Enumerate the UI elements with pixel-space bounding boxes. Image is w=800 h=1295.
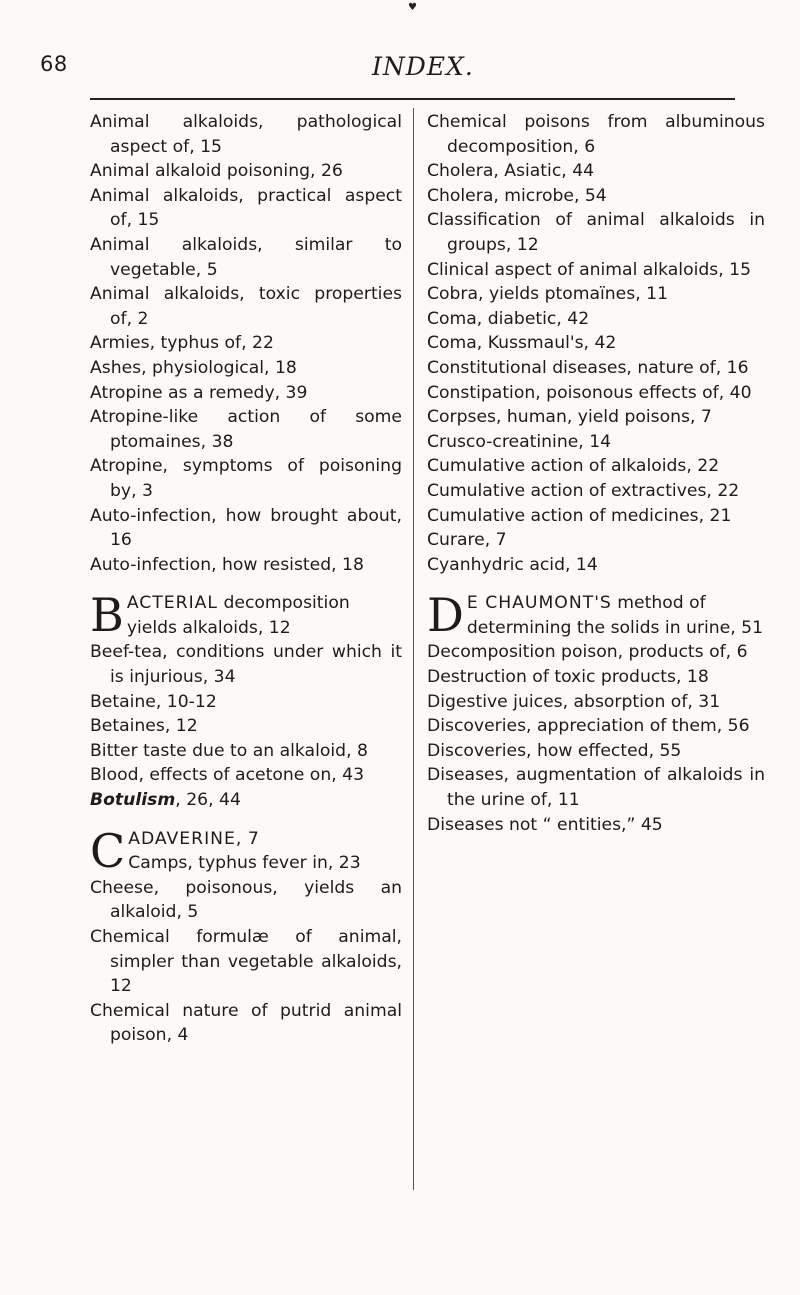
index-entry: Diseases, augmentation of alkaloids in the urine of, 11 [427, 765, 765, 811]
index-entry: Digestive juices, absorption of, 31 [427, 691, 721, 712]
index-entry: Cheese, poisonous, yields an alkaloid, 5 [90, 877, 402, 923]
index-entry: Discoveries, how effected, 55 [427, 740, 682, 761]
index-entry: Atropine, symptoms of poisoning by, 3 [90, 456, 402, 501]
index-entry-italic [90, 788, 402, 813]
section-b-first-entry [90, 588, 402, 643]
index-entry: Discoveries, appreciation of them, 56 [427, 716, 750, 737]
column-divider [413, 108, 414, 1190]
entry-text: method of determining the solids in urine, 51 [466, 593, 764, 638]
index-entry: Betaine, 10-12 [90, 691, 217, 712]
index-entry: Bitter taste due to an alkaloid, 8 [90, 740, 368, 761]
section-c-continued [427, 110, 765, 577]
section-d [427, 588, 765, 837]
drop-cap-c: C [90, 823, 126, 878]
index-entry: Diseases not “ entities,” 45 [427, 814, 663, 835]
index-entry: Auto-infection, how resisted, 18 [90, 554, 364, 575]
entry-text: , 26, 44 [175, 790, 241, 811]
index-entry: Decomposition poison, products of, 6 [427, 642, 748, 663]
index-entry: Cumulative action of alkaloids, 22 [427, 456, 720, 477]
index-entry: Curare, 7 [427, 530, 507, 551]
index-entry: Blood, effects of acetone on, 43 [90, 765, 365, 786]
section-d-first-entry [427, 588, 765, 643]
index-entry: Camps, typhus fever in, 23 [128, 853, 361, 874]
index-entry: Cholera, microbe, 54 [427, 185, 607, 206]
page-header [0, 0, 800, 100]
index-entry: Atropine as a remedy, 39 [90, 382, 308, 403]
index-entry: Armies, typhus of, 22 [90, 333, 274, 354]
index-entry: Constipation, poisonous effects of, 40 [427, 382, 752, 403]
index-entry: Coma, Kussmaul's, 42 [427, 333, 617, 354]
index-entry: Constitutional diseases, nature of, 16 [427, 357, 749, 378]
page-number: 68 [40, 52, 68, 76]
small-caps-word: E CHAUMONT'S [466, 593, 612, 614]
index-entry: Auto-infection, how brought about, 16 [90, 505, 402, 551]
index-entry: Animal alkaloids, similar to vegetable, 5 [90, 234, 402, 280]
index-entry: Destruction of toxic products, 18 [427, 667, 709, 688]
small-caps-word: ADAVERINE, [128, 828, 243, 849]
index-entry: Cobra, yields ptomaïnes, 11 [427, 284, 669, 305]
index-entry: Clinical aspect of animal alkaloids, 15 [427, 259, 752, 280]
index-entry: Ashes, physiological, 18 [90, 357, 297, 378]
running-title: INDEX. [372, 52, 474, 81]
index-entry: Animal alkaloids, practical aspect of, 15 [90, 185, 402, 231]
index-entry: Betaines, 12 [90, 716, 198, 737]
index-entry: Coma, diabetic, 42 [427, 308, 590, 329]
top-mark: ♥ [408, 2, 417, 13]
drop-cap-d: D [427, 588, 464, 643]
index-entry: Corpses, human, yield poisons, 7 [427, 407, 712, 428]
section-a [90, 110, 402, 577]
index-entry: Classification of animal alkaloids in groups, 12 [427, 210, 765, 255]
header-rule [90, 98, 735, 100]
index-entry: Atropine-like action of some ptomaines, 38 [90, 407, 402, 452]
italic-term: Botulism [90, 790, 176, 811]
index-entry: Chemical nature of putrid animal poison, 4 [90, 1000, 402, 1046]
right-column [427, 110, 765, 837]
drop-cap-b: B [90, 588, 124, 643]
index-entry: Chemical formulæ of animal, simpler than vegetable alkaloids, 12 [90, 927, 402, 997]
section-b [90, 588, 402, 812]
entry-text: 7 [247, 828, 259, 849]
entry-text: decomposition yields alkaloids, 12 [126, 593, 350, 638]
index-entry: Chemical poisons from albuminous decomposition, 6 [427, 112, 765, 157]
index-entry: Animal alkaloids, toxic properties of, 2 [90, 284, 402, 329]
index-entry: Crusco-creatinine, 14 [427, 431, 612, 452]
index-entry: Beef-tea, conditions under which it is injurious, 34 [90, 642, 402, 688]
index-entry: Cyanhydric acid, 14 [427, 554, 598, 575]
index-entry: Cholera, Asiatic, 44 [427, 161, 595, 182]
index-entry: Animal alkaloid poisoning, 26 [90, 161, 343, 182]
index-entry: Cumulative action of medicines, 21 [427, 505, 732, 526]
left-column [90, 110, 402, 1048]
index-entry: Animal alkaloids, pathological aspect of, 15 [90, 112, 402, 157]
section-c [90, 823, 402, 1048]
index-entry: Cumulative action of extractives, 22 [427, 480, 740, 501]
small-caps-word: ACTERIAL [126, 593, 218, 614]
section-c-first-entry [90, 823, 402, 878]
